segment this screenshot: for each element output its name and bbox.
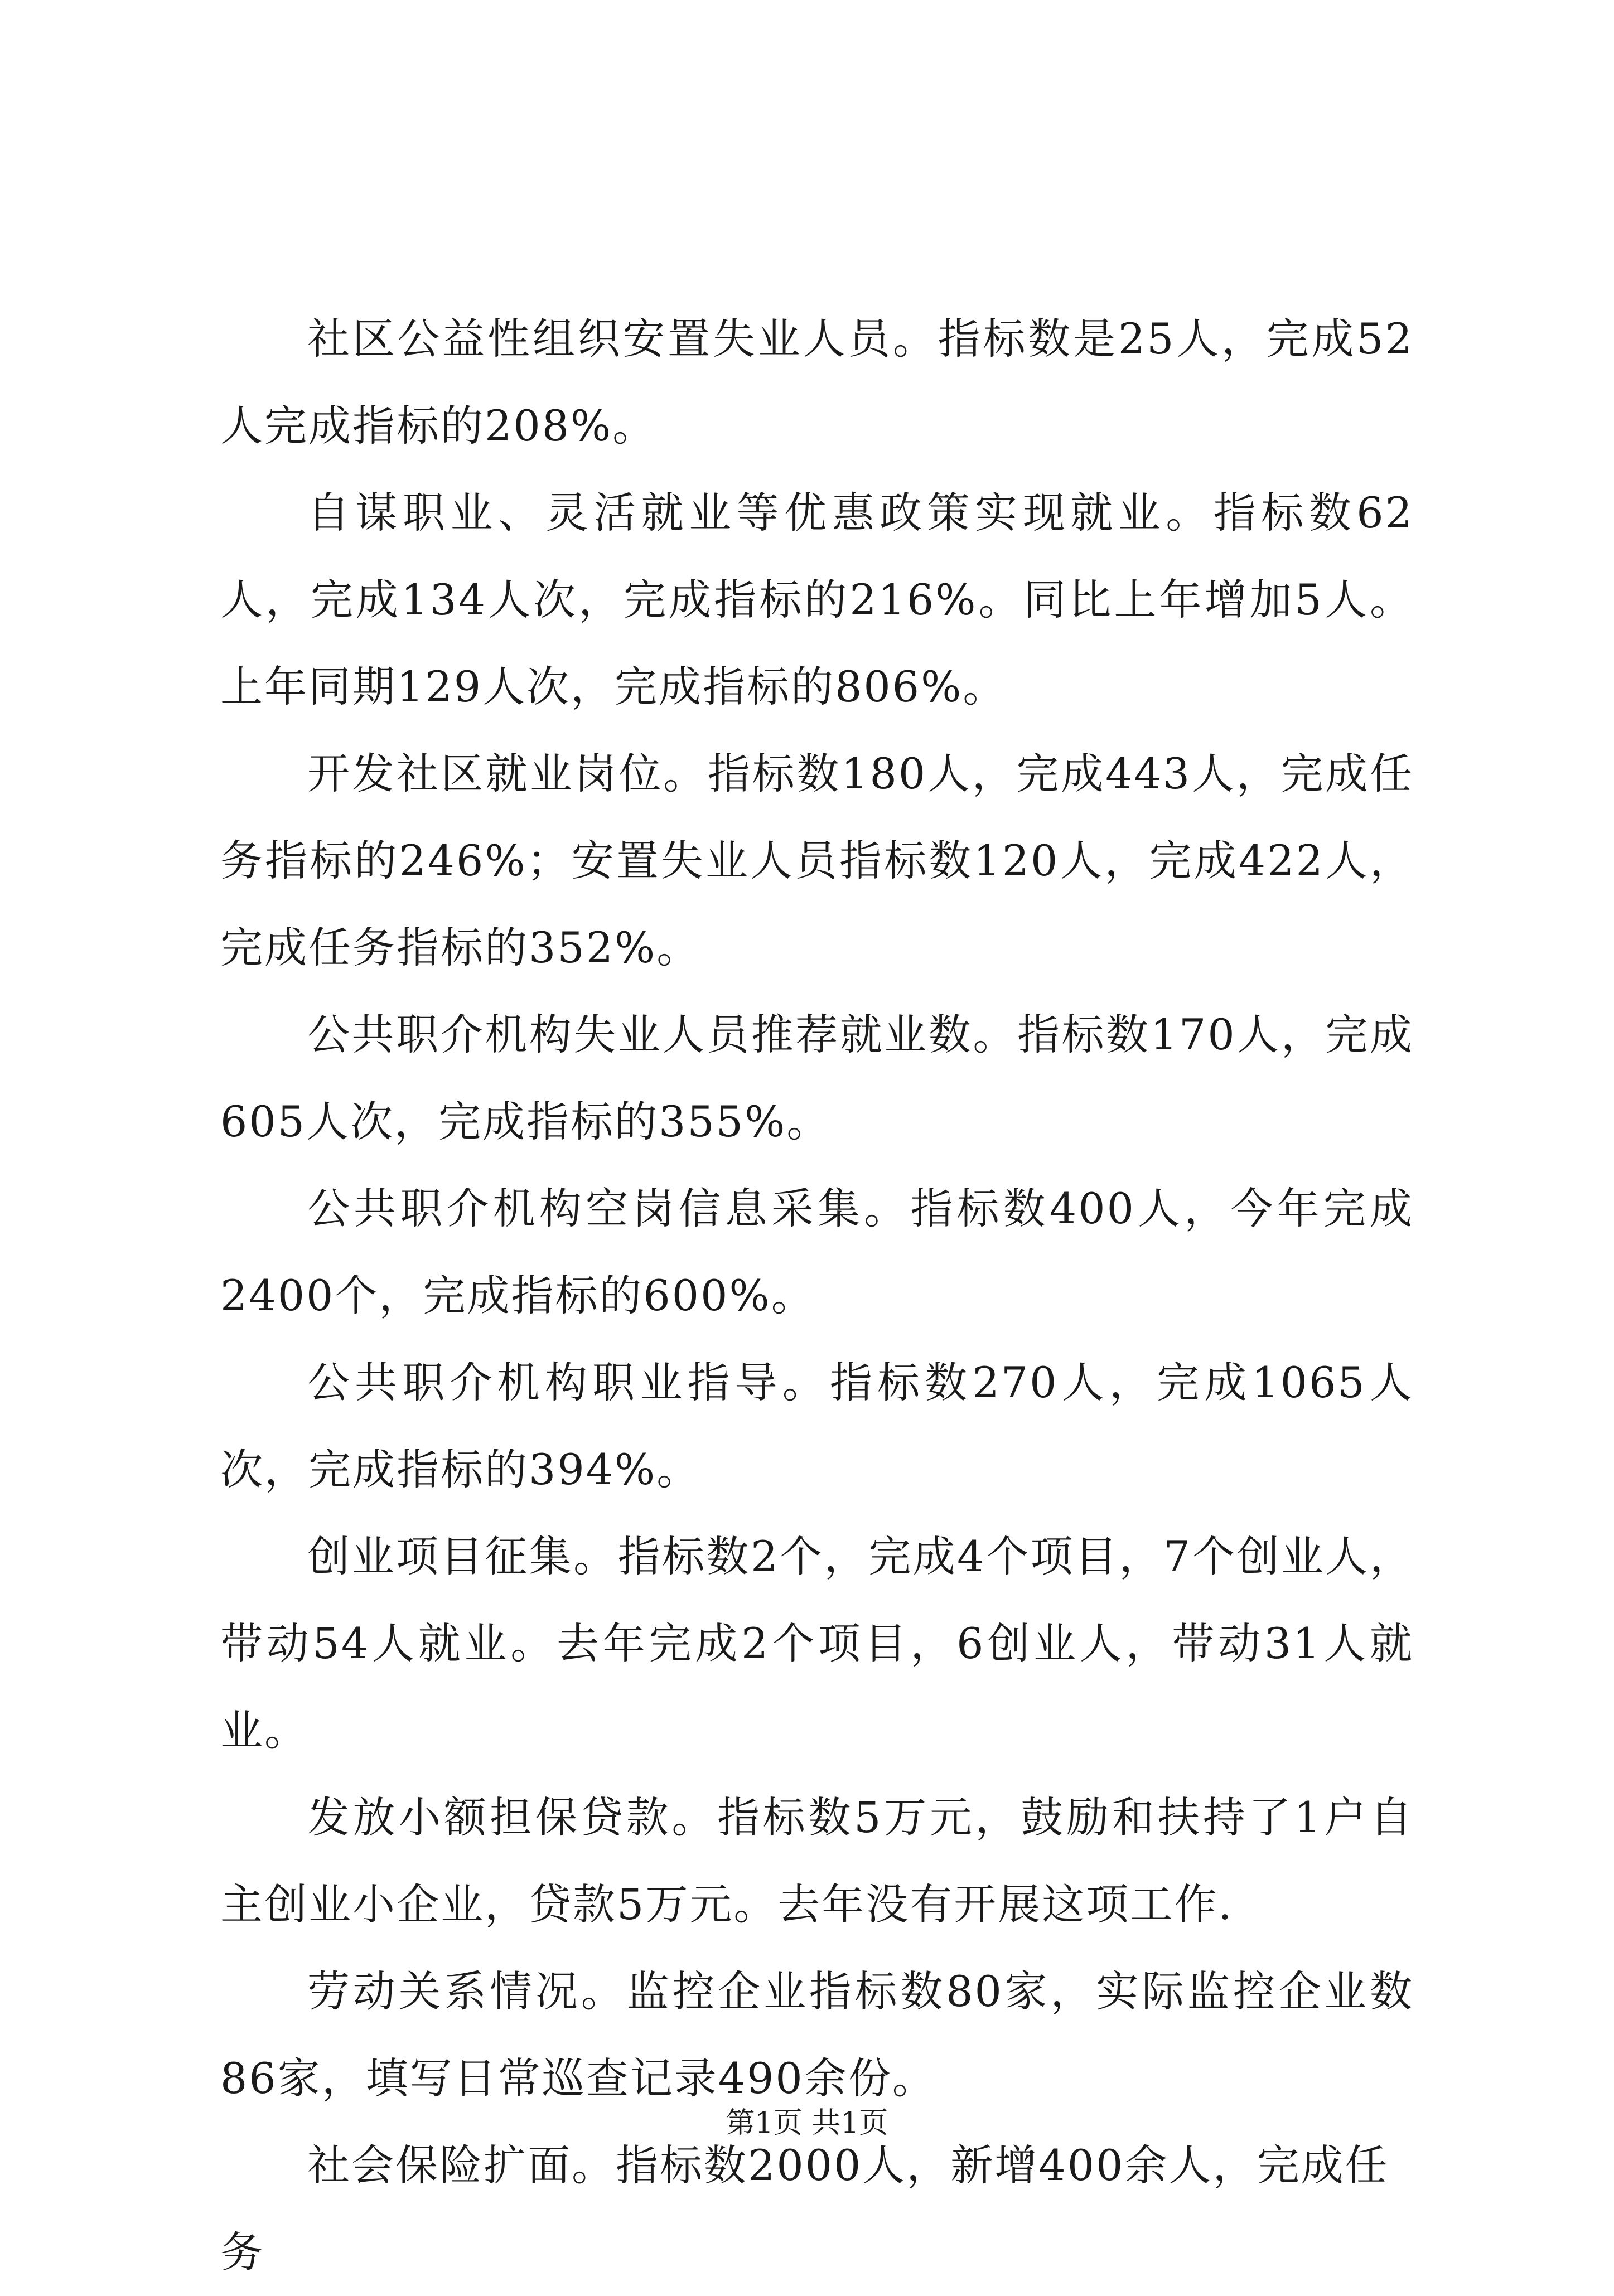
paragraph-community-placement: 社区公益性组织安置失业人员。指标数是25人，完成52人完成指标的208%。 xyxy=(220,314,1414,451)
paragraph-social-insurance: 社会保险扩面。指标数2000人，新增400余人，完成任务 xyxy=(220,2140,1389,2277)
paragraph-job-referral: 公共职介机构失业人员推荐就业数。指标数170人，完成605人次，完成指标的355%。 xyxy=(220,1010,1414,1146)
paragraph-community-jobs: 开发社区就业岗位。指标数180人，完成443人，完成任务指标的246%；安置失业人员指标数120人，完成422人，完成任务指标的352%。 xyxy=(220,749,1414,972)
paragraph-career-guidance: 公共职介机构职业指导。指标数270人，完成1065人次，完成指标的394%。 xyxy=(220,1358,1414,1494)
document-body xyxy=(220,296,1414,2296)
paragraph-startup-projects: 创业项目征集。指标数2个，完成4个项目，7个创业人，带动54人就业。去年完成2个项目，6创业人，带动31人就业。 xyxy=(220,1532,1414,1755)
paragraph-microloans: 发放小额担保贷款。指标数5万元，鼓励和扶持了1户自主创业小企业，贷款5万元。去年没有开展这项工作. xyxy=(220,1793,1414,1929)
paragraph-labor-relations: 劳动关系情况。监控企业指标数80家，实际监控企业数86家，填写日常巡查记录490余份。 xyxy=(220,1966,1414,2103)
paragraph-self-employment: 自谋职业、灵活就业等优惠政策实现就业。指标数62人，完成134人次，完成指标的216%。同比上年增加5人。上年同期129人次，完成指标的806%。 xyxy=(220,488,1414,711)
page-number-footer: 第1页 共1页 xyxy=(726,2106,888,2140)
paragraph-vacancy-collection: 公共职介机构空岗信息采集。指标数400人，今年完成2400个，完成指标的600%。 xyxy=(220,1184,1414,1320)
